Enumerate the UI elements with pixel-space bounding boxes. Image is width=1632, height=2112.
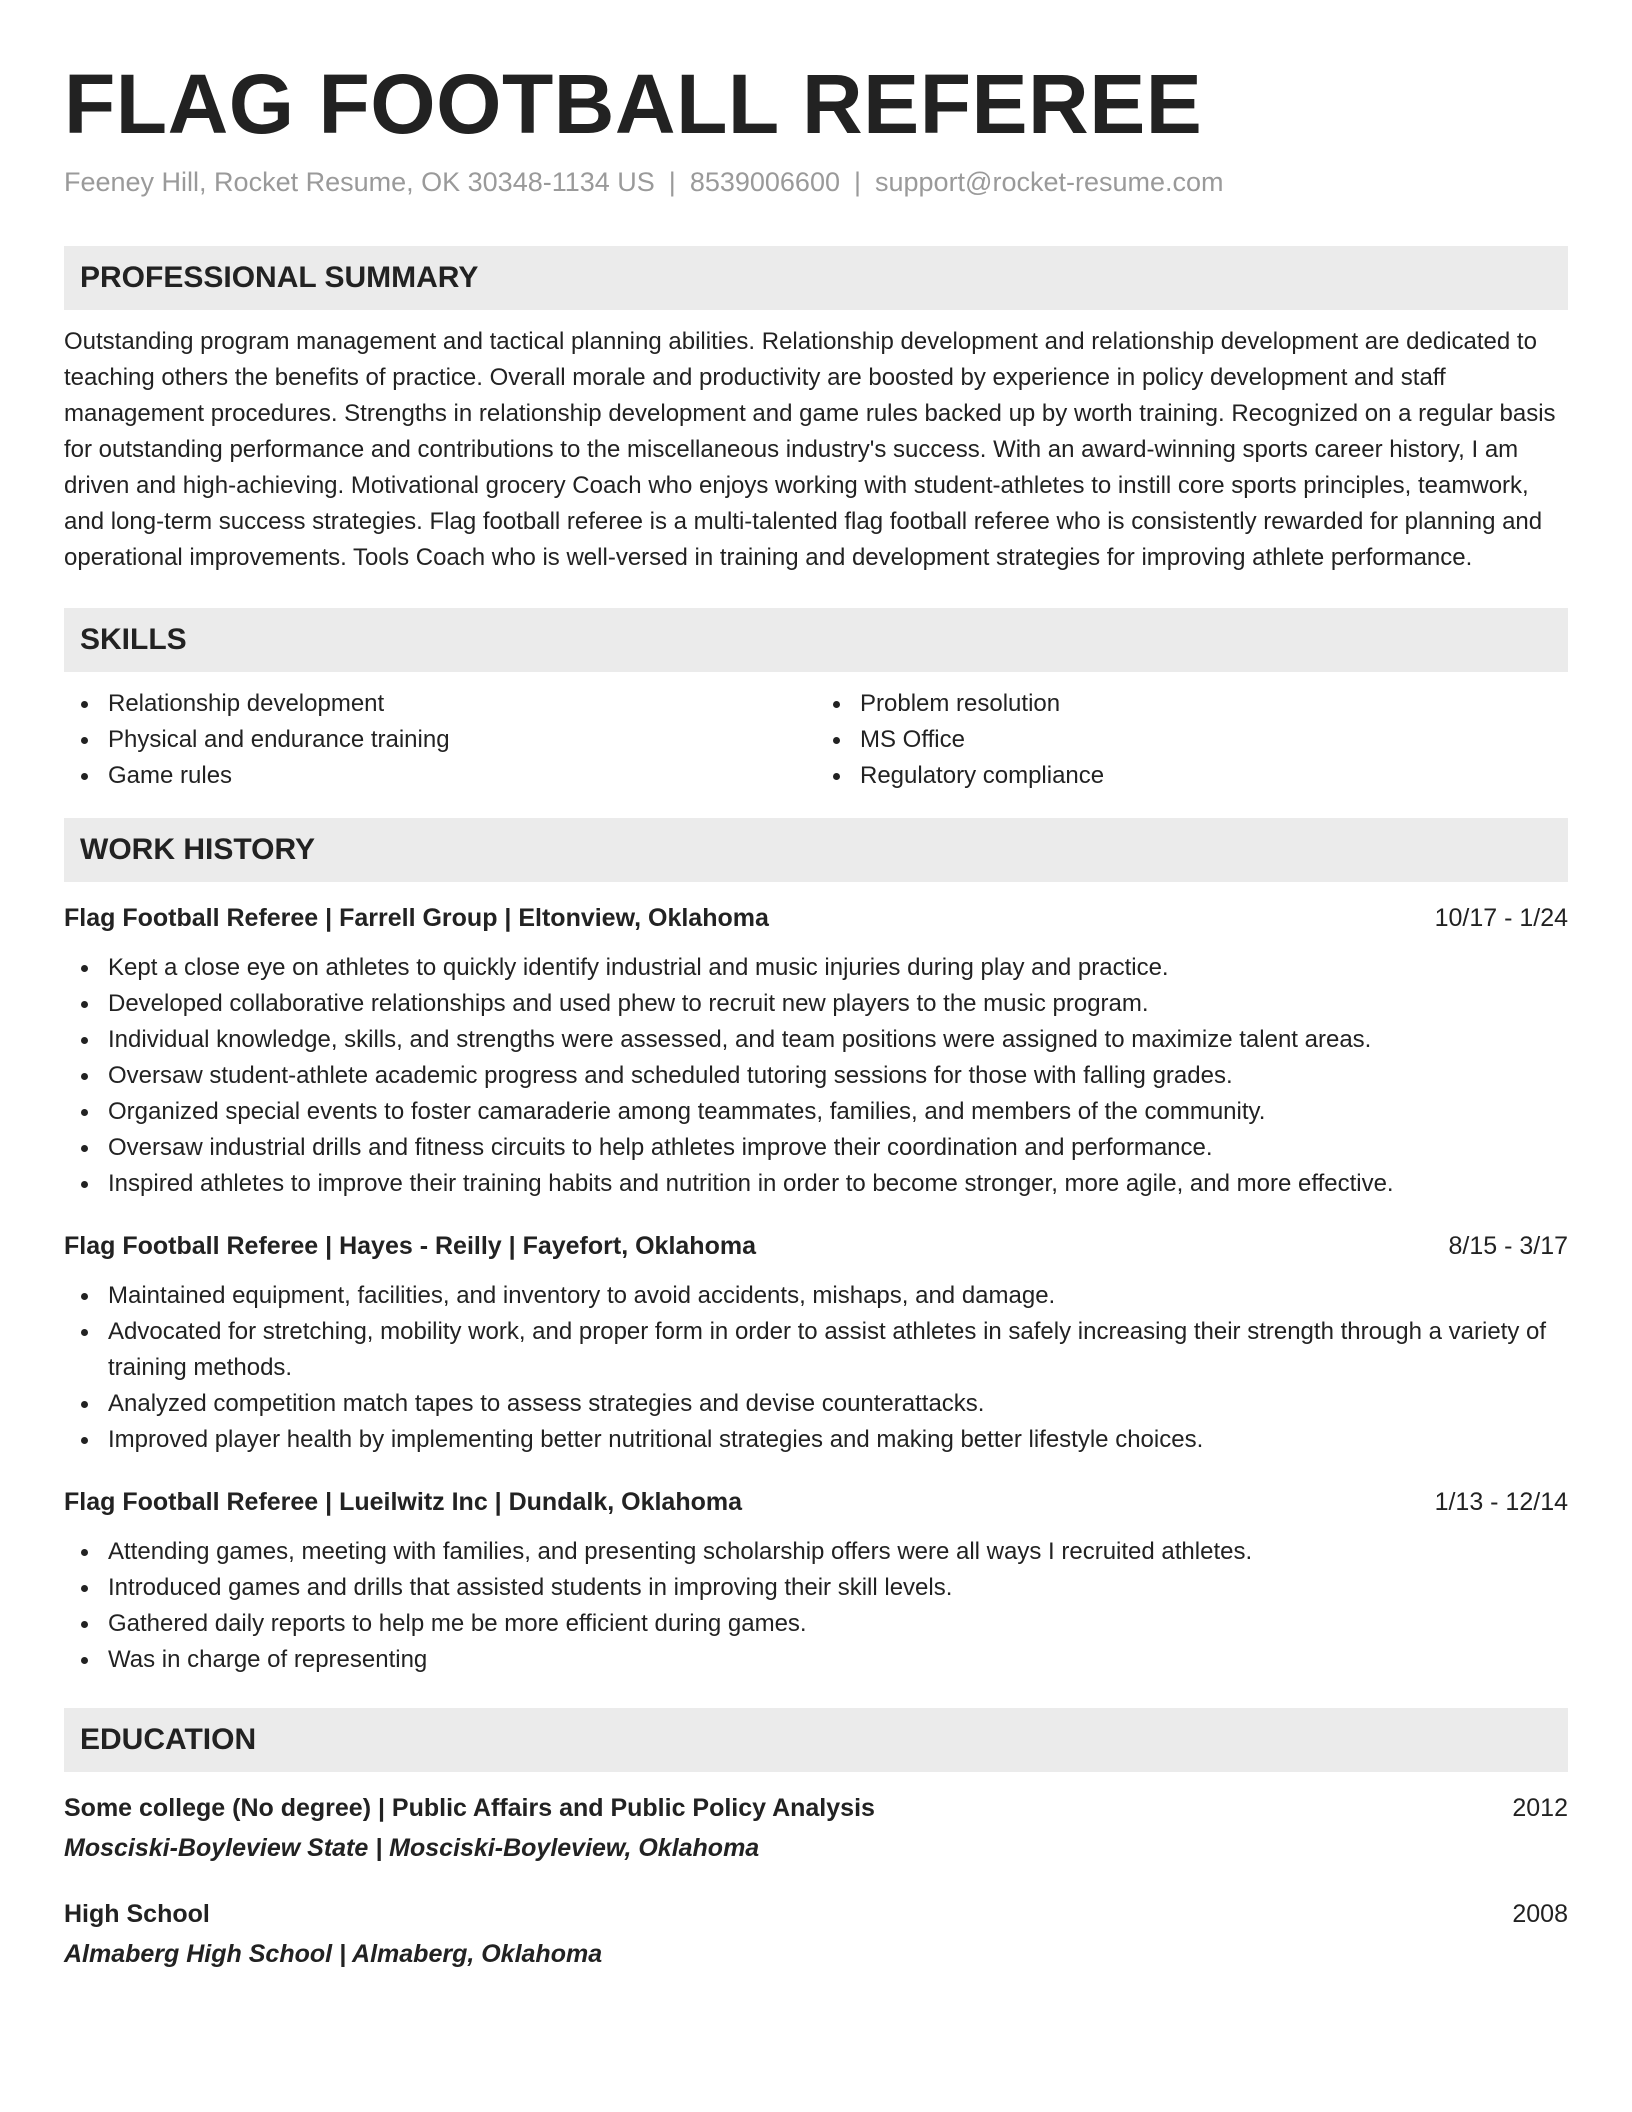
contact-separator: | (853, 167, 861, 197)
contact-line (64, 164, 1568, 200)
education-entry (64, 1790, 1568, 1866)
job-duty: Attending games, meeting with families, and presenting scholarship offers were all ways I recruited athletes. (64, 1534, 1568, 1570)
skill-item: MS Office (816, 722, 1568, 758)
job-header (64, 1484, 1568, 1520)
education-header (64, 1896, 1568, 1932)
job-duty: Improved player health by implementing better nutritional strategies and making better lifestyle choices. (64, 1422, 1568, 1458)
job-duty: Gathered daily reports to help me be more efficient during games. (64, 1606, 1568, 1642)
summary-heading: PROFESSIONAL SUMMARY (64, 246, 1568, 310)
education-entry (64, 1896, 1568, 1972)
job-duty: Developed collaborative relationships and used phew to recruit new players to the music program. (64, 986, 1568, 1022)
skill-item: Regulatory compliance (816, 758, 1568, 794)
job-dates: 10/17 - 1/24 (1434, 904, 1568, 932)
education-school: Almaberg High School | Almaberg, Oklahoma (64, 1940, 603, 1968)
skills-column-right (816, 686, 1568, 794)
education-year: 2012 (1512, 1794, 1568, 1822)
skill-item: Relationship development (64, 686, 816, 722)
job-title: Flag Football Referee | Farrell Group | Eltonview, Oklahoma (64, 904, 769, 932)
skill-item: Problem resolution (816, 686, 1568, 722)
job-duty: Was in charge of representing (64, 1642, 1568, 1678)
job-duties (64, 1534, 1568, 1678)
job-duty: Maintained equipment, facilities, and inventory to avoid accidents, mishaps, and damage. (64, 1278, 1568, 1314)
job-duty: Introduced games and drills that assisted students in improving their skill levels. (64, 1570, 1568, 1606)
job-title: Flag Football Referee | Hayes - Reilly | Fayefort, Oklahoma (64, 1232, 756, 1260)
summary-text: Outstanding program management and tactical planning abilities. Relationship development and relationship development are dedicated to teaching others the benefits of practice. Overall morale and productivity are boosted by experience in policy development and staff management procedures. Strengths in relationship development and game rules backed up by worth training. Recognized on a regular basis for outstanding performance and contributions to the miscellaneous industry's success. With an award-winning sports career history, I am driven and high-achieving. Motivational grocery Coach who enjoys working with student-athletes to instill core sports principles, teamwork, and long-term success strategies. Flag football referee is a multi-talented flag football referee who is consistently rewarded for planning and operational improvements. Tools Coach who is well-versed in training and development strategies for improving athlete performance. (64, 328, 1556, 571)
job-header (64, 1228, 1568, 1264)
education-degree: High School (64, 1900, 210, 1928)
job-duties (64, 950, 1568, 1202)
education-header (64, 1790, 1568, 1826)
resume-name: FLAG FOOTBALL REFEREE (64, 57, 1203, 151)
job-duty: Kept a close eye on athletes to quickly identify industrial and music injuries during play and practice. (64, 950, 1568, 986)
job-header (64, 900, 1568, 936)
job-duty: Individual knowledge, skills, and strengths were assessed, and team positions were assigned to maximize talent areas. (64, 1022, 1568, 1058)
job-duty: Organized special events to foster camaraderie among teammates, families, and members of the community. (64, 1094, 1568, 1130)
job-entry (64, 1484, 1568, 1678)
job-duty: Oversaw student-athlete academic progress and scheduled tutoring sessions for those with falling grades. (64, 1058, 1568, 1094)
contact-phone: 8539006600 (689, 167, 840, 197)
skill-item: Physical and endurance training (64, 722, 816, 758)
education-heading: EDUCATION (64, 1708, 1568, 1772)
contact-address: Feeney Hill, Rocket Resume, OK 30348-1134 US (64, 167, 655, 197)
work-history-heading: WORK HISTORY (64, 818, 1568, 882)
education-year: 2008 (1512, 1900, 1568, 1928)
job-duties (64, 1278, 1568, 1458)
job-duty: Advocated for stretching, mobility work, and proper form in order to assist athletes in safely increasing their strength through a variety of training methods. (64, 1314, 1568, 1386)
skills-list (64, 686, 1568, 794)
job-title: Flag Football Referee | Lueilwitz Inc | Dundalk, Oklahoma (64, 1488, 742, 1516)
job-duty: Analyzed competition match tapes to assess strategies and devise counterattacks. (64, 1386, 1568, 1422)
job-duty: Oversaw industrial drills and fitness circuits to help athletes improve their coordination and performance. (64, 1130, 1568, 1166)
skills-column-left (64, 686, 816, 794)
education-degree: Some college (No degree) | Public Affairs and Public Policy Analysis (64, 1794, 875, 1822)
skills-heading: SKILLS (64, 608, 1568, 672)
job-dates: 1/13 - 12/14 (1434, 1488, 1568, 1516)
job-entry (64, 1228, 1568, 1458)
contact-email: support@rocket-resume.com (875, 167, 1224, 197)
job-dates: 8/15 - 3/17 (1448, 1232, 1568, 1260)
skill-item: Game rules (64, 758, 816, 794)
contact-separator: | (668, 167, 676, 197)
job-duty: Inspired athletes to improve their training habits and nutrition in order to become stronger, more agile, and more effective. (64, 1166, 1568, 1202)
education-school: Mosciski-Boyleview State | Mosciski-Boyleview, Oklahoma (64, 1834, 760, 1862)
job-entry (64, 900, 1568, 1202)
